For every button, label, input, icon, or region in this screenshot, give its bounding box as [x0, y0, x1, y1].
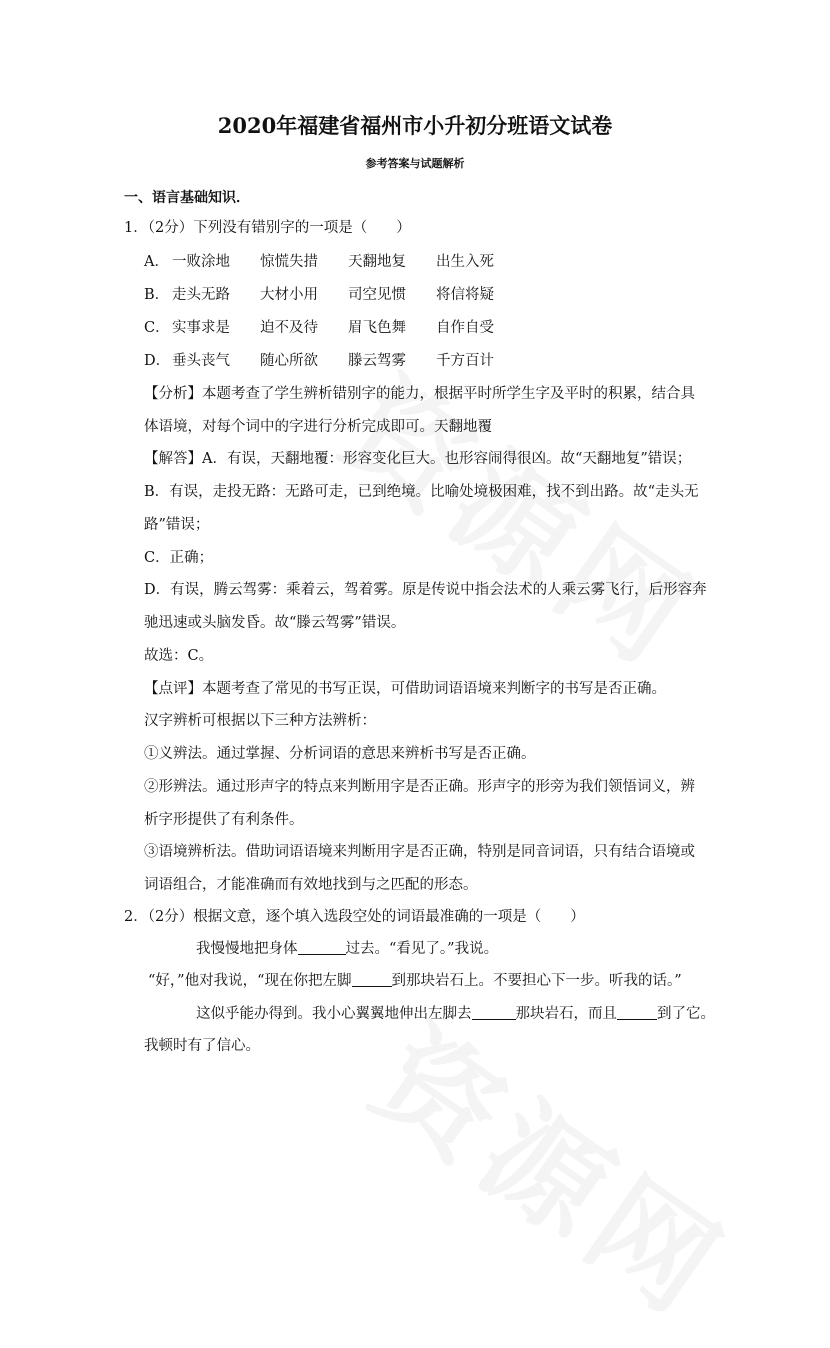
fill-blank-3: [472, 1005, 516, 1021]
option-label: C．: [144, 320, 170, 336]
option-word: 眉飞色舞: [348, 320, 406, 336]
question-2-stem: 2．（2分）根据文意，逐个填入选段空处的词语最准确的一项是（ ）: [124, 909, 585, 925]
page-subtitle: 参考答案与试题解析: [365, 157, 465, 170]
option-b: [144, 283, 524, 304]
passage-line: [148, 969, 682, 990]
option-word: 惊慌失措: [260, 254, 318, 270]
fill-blank-2: [352, 972, 392, 988]
answer-line: 驰迅速或头脑发昏。故“滕云驾雾”错误。: [144, 615, 406, 631]
answer-line: C．正确；: [144, 550, 214, 566]
option-word: 出生入死: [436, 254, 494, 270]
answer-line: 【解答】A．有误，天翻地覆：形容变化巨大。也形容闹得很凶。故“天翻地复”错误；: [144, 451, 692, 467]
option-word: 司空见惯: [348, 287, 406, 303]
comment-line: ②形辨法。通过形声字的特点来判断用字是否正确。形声字的形旁为我们领悟词义，辨: [144, 779, 695, 795]
passage-line: [196, 1002, 715, 1023]
passage-text: “好，”他对我说，“现在你把左脚: [148, 973, 352, 989]
option-label: D．: [144, 353, 171, 369]
option-word: 迫不及待: [260, 320, 318, 336]
option-word: 随心所欲: [260, 353, 318, 369]
comment-line: 析字形提供了有利条件。: [144, 812, 304, 828]
comment-line: ③语境辨析法。借助词语语境来判断用字是否正确，特别是同音词语，只有结合语境或: [144, 844, 695, 860]
option-word: 天翻地复: [348, 254, 406, 270]
option-label: A．: [144, 254, 169, 270]
option-word: 走头无路: [172, 287, 230, 303]
option-label: B．: [144, 287, 170, 303]
comment-line: ①义辨法。通过掌握、分析词语的意思来辨析书写是否正确。: [144, 746, 536, 762]
option-word: 将信将疑: [436, 287, 494, 303]
passage-line: 我顿时有了信心。: [144, 1038, 260, 1054]
comment-line: 【点评】本题考查了常见的书写正误，可借助词语语境来判断字的书写是否正确。: [144, 681, 666, 697]
passage-line: [196, 937, 498, 958]
answer-line: D．有误，腾云驾雾：乘着云，驾着雾。原是传说中指会法术的人乘云雾飞行，后形容奔: [144, 582, 707, 598]
passage-text: 过去。“看见了。”我说。: [345, 941, 499, 957]
analysis-line: 【分析】本题考查了学生辨析错别字的能力，根据平时所学生字及平时的积累，结合具: [144, 386, 695, 402]
option-d: [144, 349, 524, 370]
option-word: 垂头丧气: [172, 353, 230, 369]
passage-text: 我慢慢地把身体: [196, 941, 298, 957]
section-heading: 一、语言基础知识．: [124, 190, 250, 206]
passage-text: 这似乎能办得到。我小心翼翼地伸出左脚去: [196, 1006, 472, 1022]
option-word: 千方百计: [436, 353, 494, 369]
watermark: [346, 984, 764, 1348]
comment-line: 汉字辨析可根据以下三种方法辨析：: [144, 713, 376, 729]
page-title: 2020年福建省福州市小升初分班语文试卷: [217, 113, 613, 138]
question-1-stem: 1．（2分）下列没有错别字的一项是（ ）: [124, 220, 411, 236]
passage-text: 那块岩石，而且: [515, 1006, 617, 1022]
passage-text: 到那块岩石上。不要担心下一步。听我的话。”: [391, 973, 682, 989]
option-word: 实事求是: [172, 320, 230, 336]
comment-line: 词语组合，才能准确而有效地找到与之匹配的形态。: [144, 877, 478, 893]
option-word: 滕云驾雾: [348, 353, 406, 369]
choice-line: 故选：C。: [144, 648, 214, 664]
option-c: [144, 316, 524, 337]
answer-line: 路”错误；: [144, 517, 210, 533]
option-a: [144, 250, 524, 271]
fill-blank-4: [617, 1005, 657, 1021]
option-word: 一败涂地: [172, 254, 230, 270]
passage-text: 到了它。: [657, 1006, 715, 1022]
analysis-line: 体语境，对每个词中的字进行分析完成即可。天翻地覆: [144, 419, 492, 435]
fill-blank-1: [298, 940, 346, 956]
answer-line: B．有误，走投无路：无路可走，已到绝境。比喻处境极困难，找不到出路。故“走头无: [144, 484, 699, 500]
option-word: 大材小用: [260, 287, 318, 303]
option-word: 自作自受: [436, 320, 494, 336]
